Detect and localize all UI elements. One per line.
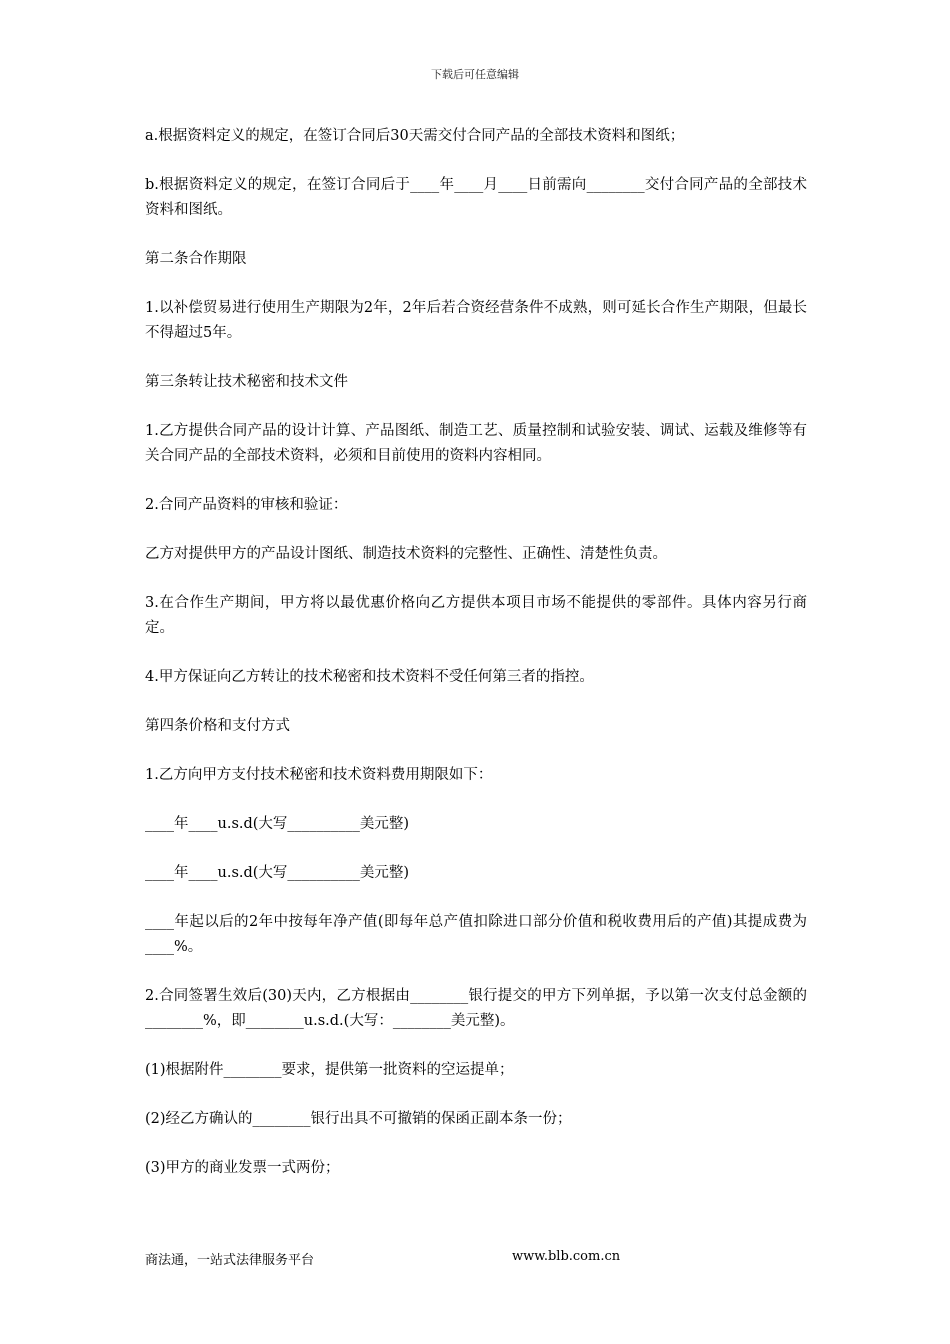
- paragraph: 3.在合作生产期间，甲方将以最优惠价格向乙方提供本项目市场不能提供的零部件。具体内容另行商定。: [145, 595, 807, 636]
- list-item: (2)经乙方确认的________银行出具不可撤销的保函正副本条一份；: [145, 1111, 572, 1127]
- paragraph: 1.乙方向甲方支付技术秘密和技术资料费用期限如下：: [145, 767, 493, 783]
- paragraph: 4.甲方保证向乙方转让的技术秘密和技术资料不受任何第三者的指控。: [145, 669, 594, 685]
- section-title-3: 第三条转让技术秘密和技术文件: [145, 374, 348, 390]
- section-title-2: 第二条合作期限: [145, 251, 247, 267]
- paragraph: 1.以补偿贸易进行使用生产期限为2年，2年后若合资经营条件不成熟，则可延长合作生产期限，但最长不得超过5年。: [145, 300, 807, 341]
- document-body: [145, 124, 807, 1205]
- list-item: (3)甲方的商业发票一式两份；: [145, 1160, 340, 1176]
- payment-line: ____年____u.s.d(大写__________美元整): [145, 865, 410, 881]
- paragraph-a: a.根据资料定义的规定，在签订合同后30天需交付合同产品的全部技术资料和图纸；: [145, 128, 685, 144]
- list-item: (1)根据附件________要求，提供第一批资料的空运提单；: [145, 1062, 514, 1078]
- payment-line: ____年____u.s.d(大写__________美元整): [145, 816, 410, 832]
- section-title-4: 第四条价格和支付方式: [145, 718, 290, 734]
- footer-url[interactable]: www.blb.com.cn: [512, 1249, 621, 1264]
- page-header: 下载后可任意编辑: [431, 68, 519, 81]
- paragraph-b: b.根据资料定义的规定，在签订合同后于____年____月____日前需向________交付合同产品的全部技术资料和图纸。: [145, 177, 807, 218]
- paragraph: 乙方对提供甲方的产品设计图纸、制造技术资料的完整性、正确性、清楚性负责。: [145, 546, 667, 562]
- paragraph: 2.合同签署生效后(30)天内，乙方根据由________银行提交的甲方下列单据，予以第一次支付总金额的________%，即________u.s.d.(大写：________美元整)。: [145, 988, 807, 1029]
- paragraph: 2.合同产品资料的审核和验证：: [145, 497, 348, 513]
- paragraph: 1.乙方提供合同产品的设计计算、产品图纸、制造工艺、质量控制和试验安装、调试、运载及维修等有关合同产品的全部技术资料，必须和目前使用的资料内容相同。: [145, 423, 807, 464]
- paragraph: ____年起以后的2年中按每年净产值(即每年总产值扣除进口部分价值和税收费用后的产值)其提成费为____%。: [145, 914, 807, 955]
- footer-brand: 商法通，一站式法律服务平台: [145, 1253, 315, 1268]
